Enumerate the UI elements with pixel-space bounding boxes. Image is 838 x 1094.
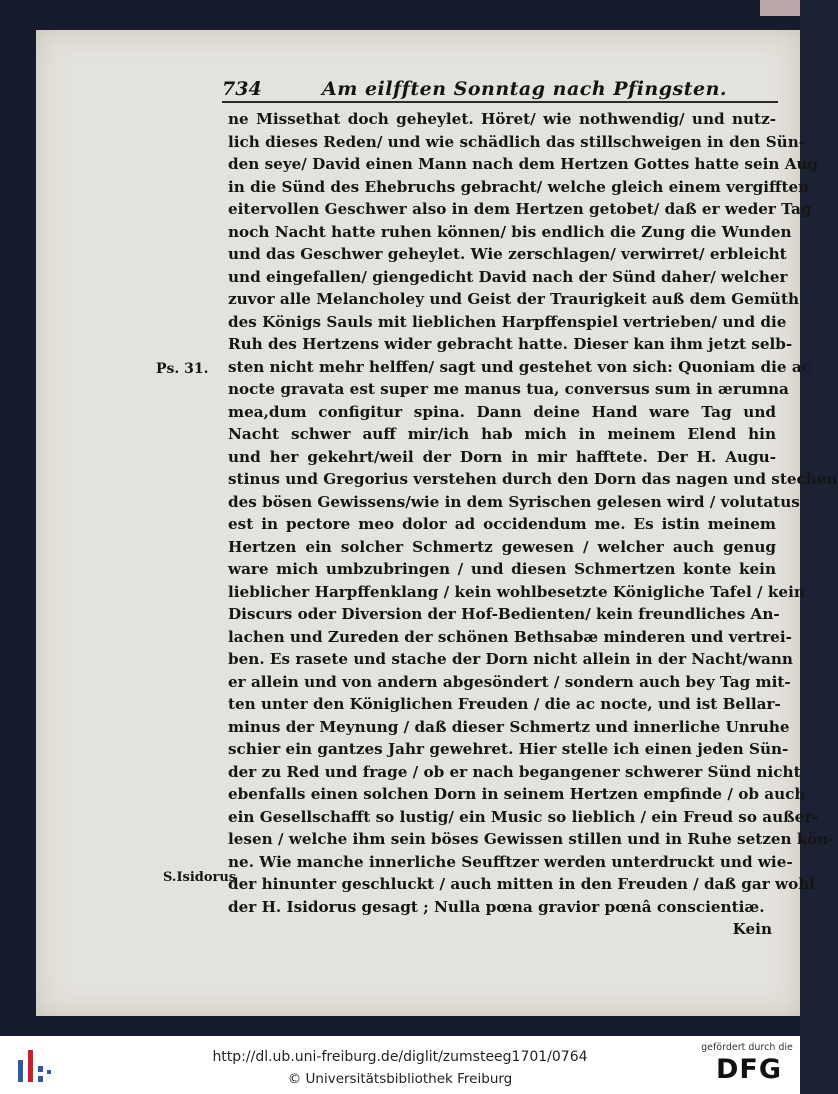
text-line: und das Geschwer geheylet. Wie zerschlagen/ verwirret/ erbleicht	[228, 245, 787, 263]
body-text	[228, 108, 838, 941]
text-line: des Königs Sauls mit lieblichen Harpffenspiel vertrieben/ und die	[228, 312, 787, 331]
page-header	[222, 74, 782, 102]
text-line: ne. Wie manche innerliche Seufftzer werden unterdruckt und wie-	[228, 852, 793, 871]
text-line: in die Sünd des Ehebruchs gebracht/ welche gleich einem vergifften	[228, 177, 810, 196]
text-line: ein Gesellschafft so lustig/ ein Music so lieblich / ein Freud so außer-	[228, 807, 819, 826]
text-line: ware mich umbzubringen / und diesen Schmertzen konte kein	[228, 560, 776, 578]
text-line: mea,dum configitur spina. Dann deine Hand ware Tag und	[228, 402, 776, 421]
text-line: schier ein gantzes Jahr gewehret. Hier stelle ich einen jeden Sün-	[228, 740, 789, 758]
adjacent-page-edge	[760, 0, 800, 16]
text-line: Ruh des Hertzens wider gebracht hatte. Dieser kan ihm jetzt selb-	[228, 335, 793, 353]
margin-note-psalm: Ps. 31.	[156, 361, 209, 377]
text-line: der H. Isidorus gesagt ; Nulla pœna gravior pœnâ conscientiæ.	[228, 897, 765, 916]
text-line: der hinunter geschluckt / auch mitten in den Freuden / daß gar wohl	[228, 875, 816, 893]
text-line: Discurs oder Diversion der Hof-Bedienten/ kein freundliches An-	[228, 605, 780, 623]
text-line: der zu Red und frage / ob er nach begangener schwerer Sünd nicht	[228, 762, 801, 781]
text-line: er allein und von andern abgesöndert / sondern auch bey Tag mit-	[228, 672, 791, 691]
text-line: lieblicher Harpffenklang / kein wohlbesetzte Königliche Tafel / kein	[228, 582, 805, 601]
text-line: Hertzen ein solcher Schmertz gewesen / welcher auch genug	[228, 537, 776, 556]
text-line: est in pectore meo dolor ad occidendum me. Es istin meinem	[228, 515, 776, 533]
text-line: ne Missethat doch geheylet. Höret/ wie nothwendig/ und nutz-	[228, 110, 776, 128]
text-line: lesen / welche ihm sein böses Gewissen stillen und in Ruhe setzen kön-	[228, 830, 835, 848]
text-line: ten unter den Königlichen Freuden / die ac nocte, und ist Bellar-	[228, 695, 781, 713]
text-line: des bösen Gewissens/wie in dem Syrischen gelesen wird / volutatus	[228, 492, 800, 511]
text-line: ben. Es rasete und stache der Dorn nicht allein in der Nacht/wann	[228, 650, 793, 668]
text-line: den seye/ David einen Mann nach dem Hertzen Gottes hatte sein Aug	[228, 155, 819, 173]
text-line: sten nicht mehr helffen/ sagt und gestehet von sich: Quoniam die ac	[228, 357, 811, 376]
text-line: und eingefallen/ giengedicht David nach der Sünd daher/ welcher	[228, 267, 788, 286]
text-line: zuvor alle Melancholey und Geist der Traurigkeit auß dem Gemüth	[228, 290, 800, 308]
text-line: noch Nacht hatte ruhen können/ bis endlich die Zung die Wunden	[228, 222, 792, 241]
text-line: minus der Meynung / daß dieser Schmertz und innerliche Unruhe	[228, 717, 790, 736]
dfg-logo: DFG	[715, 1054, 783, 1085]
permalink-url[interactable]: http://dl.ub.uni-freiburg.de/diglit/zumsteeg1701/0764	[212, 1049, 588, 1065]
text-line: nocte gravata est super me manus tua, conversus sum in ærumna	[228, 380, 789, 398]
text-line: ebenfalls einen solchen Dorn in seinem Hertzen empfinde / ob auch	[228, 785, 806, 803]
page-number: 734	[222, 78, 262, 100]
header-rule	[222, 101, 778, 103]
catchword: Kein	[732, 920, 772, 938]
footer-bar	[0, 1036, 800, 1094]
text-line: eitervollen Geschwer also in dem Hertzen getobet/ daß er weder Tag	[228, 200, 812, 218]
text-line: lachen und Zureden der schönen Bethsabæ minderen und vertrei-	[228, 627, 792, 646]
text-line: stinus und Gregorius verstehen durch den Dorn das nagen und stechen	[228, 470, 838, 488]
running-title: Am eilfften Sonntag nach Pfingsten.	[322, 78, 728, 100]
margin-note-isidorus: S.Isidorus	[163, 870, 237, 885]
copyright-notice: © Universitätsbibliothek Freiburg	[287, 1071, 513, 1087]
funding-label: gefördert durch die	[701, 1042, 793, 1053]
text-line: Nacht schwer auff mir/ich hab mich in meinem Elend hin	[228, 425, 776, 443]
text-line: und her gekehrt/weil der Dorn in mir hafftete. Der H. Augu-	[228, 447, 776, 466]
text-line: lich dieses Reden/ und wie schädlich das stillschweigen in den Sün-	[228, 132, 806, 151]
